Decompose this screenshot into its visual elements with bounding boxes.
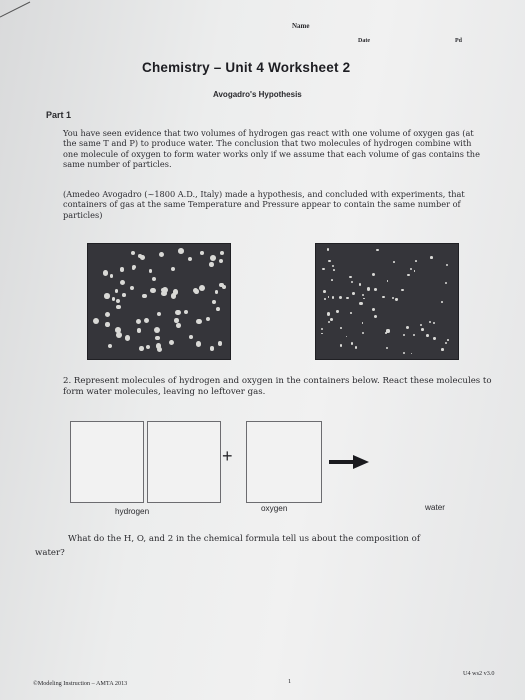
gas-particle xyxy=(132,267,136,271)
gas-particle xyxy=(332,296,335,299)
gas-particle xyxy=(332,265,334,267)
oxygen-container[interactable] xyxy=(246,421,322,503)
gas-particle xyxy=(410,268,412,270)
gas-particle xyxy=(219,259,223,263)
footer-copyright: ©Modeling Instruction – AMTA 2013 xyxy=(33,680,128,687)
gas-particle xyxy=(154,327,160,333)
gas-particle xyxy=(430,256,433,259)
gas-particle xyxy=(328,296,330,298)
gas-particle xyxy=(330,318,333,321)
gas-particle xyxy=(220,251,224,255)
gas-particle xyxy=(331,279,333,281)
intro-paragraph: You have seen evidence that two volumes of hydrogen gas react with one volume of oxygen gas (at the same T and P) to produce water. The conclusion that two molecules of hydrogen combine with one molecule of oxygen to form water works only if we assume that each volume of gas contains the same number of particles. xyxy=(63,128,480,169)
part-heading: Part 1 xyxy=(46,110,72,120)
gas-particle xyxy=(137,328,142,333)
hydrogen-container-2[interactable] xyxy=(147,421,221,503)
gas-particle xyxy=(359,283,362,286)
gas-particle xyxy=(413,334,415,336)
gas-particle xyxy=(447,339,449,341)
gas-particle xyxy=(175,310,180,315)
gas-particle xyxy=(93,318,99,324)
gas-particle xyxy=(421,328,424,331)
question-2-prompt: 2. Represent molecules of hydrogen and oxygen in the containers below. React these molecules to form water molecules, leaving no leftover gas. xyxy=(63,376,492,397)
gas-particle xyxy=(178,248,184,254)
gas-particle xyxy=(120,280,125,285)
gas-particle xyxy=(406,326,409,329)
question-3-prompt: What do the H, O, and 2 in the chemical formula tell us about the composition of xyxy=(68,534,420,544)
gas-particle xyxy=(401,289,404,292)
gas-particle xyxy=(340,327,342,329)
gas-container-large-particles xyxy=(87,243,231,360)
gas-particle xyxy=(212,300,216,304)
gas-particle xyxy=(149,269,153,273)
gas-particle xyxy=(193,288,198,293)
gas-particle xyxy=(321,333,323,335)
gas-particle xyxy=(144,318,149,323)
gas-particle xyxy=(426,334,429,337)
gas-particle xyxy=(130,286,134,290)
gas-particle xyxy=(116,305,121,310)
gas-particle xyxy=(188,257,192,261)
gas-particle xyxy=(339,296,342,299)
gas-particle xyxy=(206,317,210,321)
gas-particle xyxy=(146,345,150,349)
gas-particle xyxy=(374,288,377,291)
gas-particle xyxy=(216,307,220,311)
gas-particle xyxy=(322,268,324,270)
gas-particle xyxy=(351,342,354,345)
gas-particle xyxy=(363,298,365,300)
gas-particle xyxy=(104,293,110,299)
gas-particle xyxy=(139,346,144,351)
gas-particle xyxy=(382,296,385,299)
gas-particle xyxy=(152,277,156,281)
gas-particle xyxy=(411,353,413,355)
gas-particle xyxy=(115,289,119,293)
footer-page-number: 1 xyxy=(288,678,292,685)
gas-particle xyxy=(125,335,130,340)
gas-particle xyxy=(159,252,165,258)
gas-particle xyxy=(200,251,204,255)
footer-version: U4 ws2 v3.0 xyxy=(463,670,495,677)
gas-particle xyxy=(420,324,422,326)
hydrogen-container-1[interactable] xyxy=(70,421,144,503)
gas-particle xyxy=(215,290,219,294)
gas-particle xyxy=(328,260,331,263)
gas-particle xyxy=(196,319,202,325)
gas-particle xyxy=(346,336,348,338)
gas-particle xyxy=(429,321,431,323)
gas-particle xyxy=(441,301,443,303)
gas-particle xyxy=(352,292,355,295)
gas-particle xyxy=(386,329,389,332)
worksheet-subtitle: Avogadro's Hypothesis xyxy=(213,90,302,99)
page-fold-mark xyxy=(0,0,40,20)
gas-particle xyxy=(184,310,188,314)
gas-particle xyxy=(112,297,116,301)
gas-particle xyxy=(414,270,416,272)
gas-particle xyxy=(333,269,335,271)
gas-particle xyxy=(359,302,362,305)
gas-particle xyxy=(321,328,323,330)
gas-particle xyxy=(173,289,179,295)
gas-particle xyxy=(351,281,354,284)
gas-particle xyxy=(441,348,444,351)
reaction-arrow-icon xyxy=(329,455,369,469)
gas-particle xyxy=(445,282,447,284)
gas-particle xyxy=(218,341,222,345)
gas-particle xyxy=(328,321,330,323)
gas-particle xyxy=(157,312,161,316)
gas-particle xyxy=(136,319,141,324)
gas-particle xyxy=(362,332,364,334)
gas-particle xyxy=(110,274,114,278)
water-label: water xyxy=(425,503,446,512)
gas-particle xyxy=(120,267,125,272)
plus-sign: + xyxy=(222,446,233,466)
name-label: Name xyxy=(292,22,310,30)
question-3-continuation: water? xyxy=(35,548,65,558)
oxygen-label: oxygen xyxy=(261,504,288,513)
gas-particle xyxy=(210,255,216,261)
gas-particle xyxy=(150,288,155,293)
avogadro-paragraph: (Amedeo Avogadro (~1800 A.D., Italy) made a hypothesis, and concluded with experiments, that containers of gas at the same Temperature and Pressure appear to contain the same number of particles) xyxy=(63,189,465,220)
gas-particle xyxy=(445,342,447,344)
gas-particle xyxy=(327,248,330,251)
gas-particle xyxy=(162,287,168,293)
gas-particle xyxy=(376,249,378,251)
gas-particle xyxy=(176,323,181,328)
gas-particle xyxy=(105,322,109,326)
gas-particle xyxy=(372,308,375,311)
gas-particle xyxy=(387,280,389,282)
gas-particle xyxy=(103,270,108,275)
gas-particle xyxy=(433,337,435,339)
period-label: Pd xyxy=(455,38,463,44)
gas-particle xyxy=(323,290,326,293)
gas-particle xyxy=(116,332,122,338)
gas-particle xyxy=(116,299,121,304)
gas-particle xyxy=(407,274,410,277)
gas-particle xyxy=(108,344,112,348)
date-label: Date xyxy=(358,38,370,44)
gas-particle xyxy=(350,312,352,314)
gas-particle xyxy=(169,340,174,345)
gas-particle xyxy=(346,297,349,300)
gas-particle xyxy=(324,298,326,300)
gas-particle xyxy=(367,287,370,290)
worksheet-title: Chemistry – Unit 4 Worksheet 2 xyxy=(142,60,351,75)
gas-particle xyxy=(362,294,364,296)
gas-particle xyxy=(105,312,110,317)
gas-particle xyxy=(209,262,214,267)
gas-particle xyxy=(403,334,406,337)
gas-particle xyxy=(336,310,338,312)
gas-particle xyxy=(196,341,201,346)
gas-particle xyxy=(327,312,330,315)
gas-particle xyxy=(392,297,394,299)
gas-particle xyxy=(340,344,342,346)
gas-particle xyxy=(171,267,175,271)
gas-particle xyxy=(199,285,205,291)
gas-particle xyxy=(393,261,395,263)
gas-particle xyxy=(131,251,135,255)
gas-particle xyxy=(395,298,397,300)
gas-particle xyxy=(372,273,375,276)
gas-particle xyxy=(433,322,435,324)
gas-particle xyxy=(189,335,193,339)
gas-particle xyxy=(403,352,405,354)
gas-particle xyxy=(140,255,145,260)
gas-particle xyxy=(122,293,126,297)
gas-particle xyxy=(174,318,178,322)
gas-particle xyxy=(355,346,357,348)
gas-particle xyxy=(210,346,214,350)
gas-particle xyxy=(362,322,364,324)
gas-particle xyxy=(415,260,417,262)
gas-particle xyxy=(374,315,377,318)
gas-particle xyxy=(386,347,388,349)
gas-container-small-particles xyxy=(315,243,459,360)
gas-particle xyxy=(142,294,146,298)
gas-particle xyxy=(115,327,121,333)
gas-particle xyxy=(156,343,162,349)
hydrogen-label: hydrogen xyxy=(115,507,150,516)
gas-particle xyxy=(385,332,387,334)
gas-particle xyxy=(155,336,159,340)
gas-particle xyxy=(446,264,448,266)
gas-particle xyxy=(349,276,351,278)
